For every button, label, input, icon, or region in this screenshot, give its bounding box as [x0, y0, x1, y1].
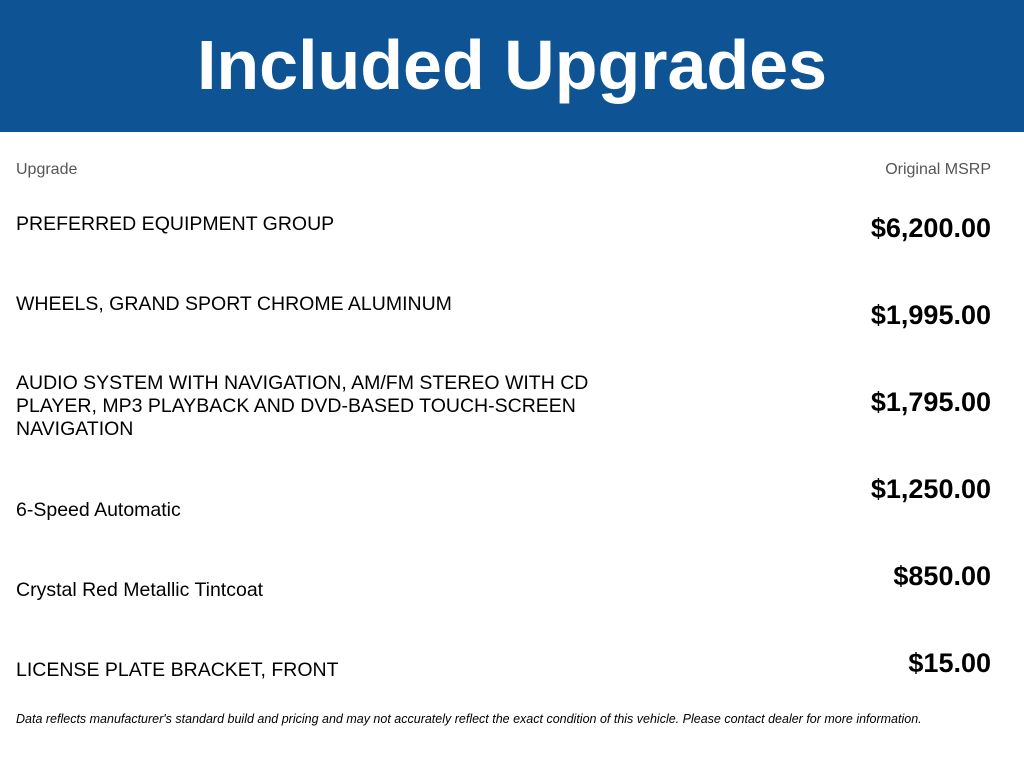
page-title: Included Upgrades	[196, 26, 828, 104]
upgrade-price-preferred-equipment: $6,200.00	[870, 213, 991, 243]
upgrade-price-license-plate-bracket: $15.00	[908, 648, 991, 678]
upgrade-name-license-plate-bracket: LICENSE PLATE BRACKET, FRONT	[16, 659, 339, 681]
upgrade-price-paint: $850.00	[893, 561, 991, 591]
column-header-msrp: Original MSRP	[885, 161, 991, 178]
disclaimer-footnote: Data reflects manufacturer's standard build and pricing and may not accurately reflect the exact condition of this vehicle. Please contact dealer for more information.	[16, 712, 922, 726]
upgrade-name-audio-system: AUDIO SYSTEM WITH NAVIGATION, AM/FM STEREO WITH CD PLAYER, MP3 PLAYBACK AND DVD-BASED TOUCH-SCREEN NAVIGATION	[16, 372, 589, 440]
upgrade-price-wheels: $1,995.00	[870, 300, 991, 330]
upgrade-name-transmission: 6-Speed Automatic	[16, 499, 181, 521]
upgrade-name-wheels: WHEELS, GRAND SPORT CHROME ALUMINUM	[16, 293, 452, 315]
upgrade-price-audio-system: $1,795.00	[870, 387, 991, 417]
upgrade-name-preferred-equipment: PREFERRED EQUIPMENT GROUP	[16, 213, 335, 235]
upgrade-price-transmission: $1,250.00	[870, 474, 991, 504]
column-header-upgrade: Upgrade	[16, 161, 78, 178]
header-banner	[0, 0, 1024, 132]
upgrade-name-paint: Crystal Red Metallic Tintcoat	[16, 579, 264, 601]
